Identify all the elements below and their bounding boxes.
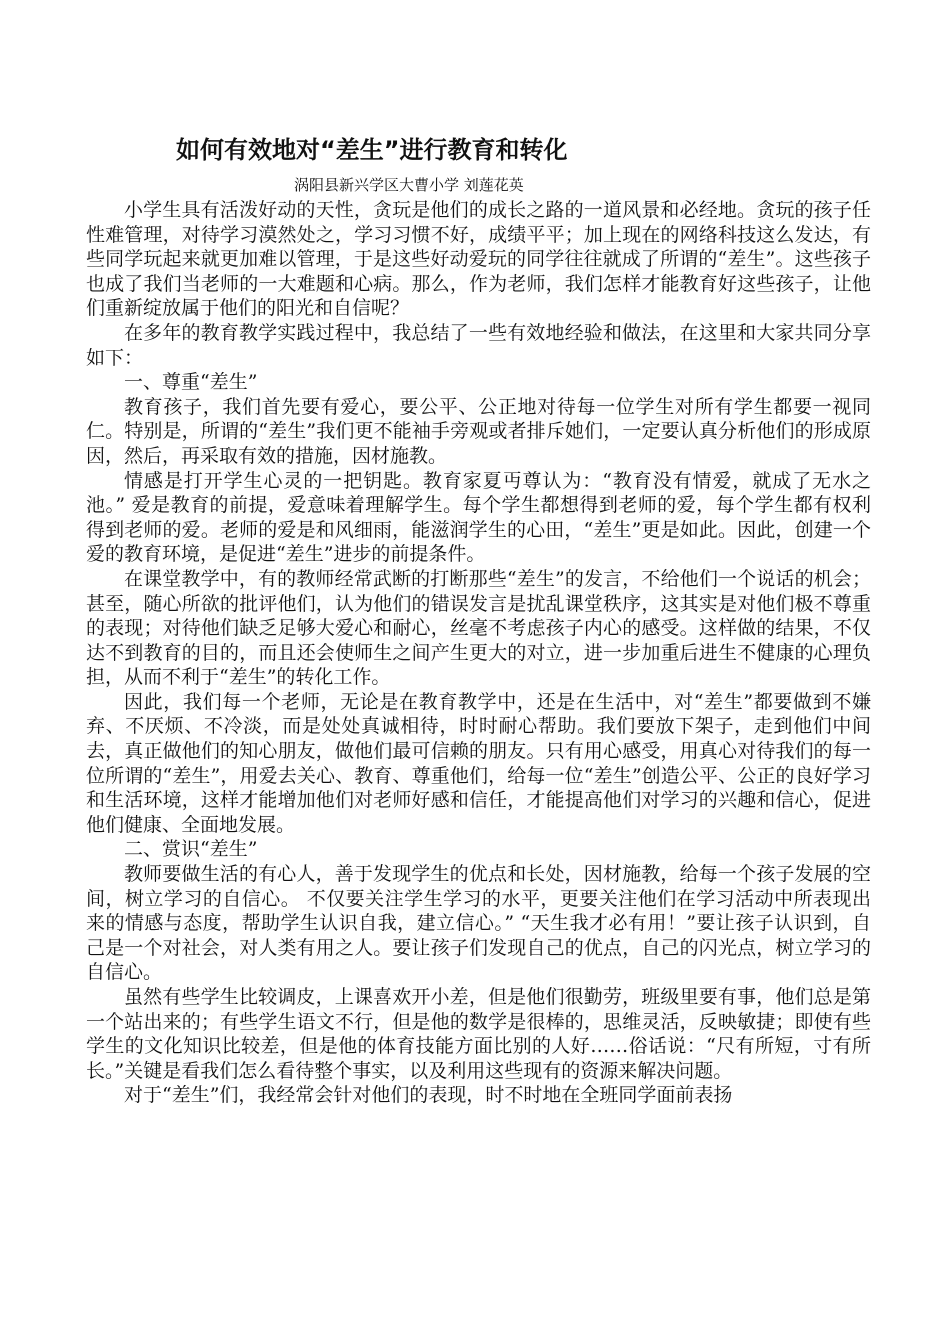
document-page bbox=[86, 128, 871, 1108]
author-byline: 涡阳县新兴学区大曹小学 刘莲花英 bbox=[294, 176, 524, 194]
paragraph: 在多年的教育教学实践过程中，我总结了一些有效地经验和做法，在这里和大家共同分享如下： bbox=[86, 321, 871, 369]
paragraph: 虽然有些学生比较调皮，上课喜欢开小差，但是他们很勤劳，班级里要有事，他们总是第一个站出来的；有些学生语文不行，但是他的数学是很棒的，思维灵活，反映敏捷；即使有些学生的文化知识比较差，但是他的体育技能方面比别的人好……俗话说：“尺有所短，寸有所长。”关键是看我们怎么看待整个事实，以及利用这些现有的资源来解决问题。 bbox=[86, 986, 871, 1082]
paragraph: 情感是打开学生心灵的一把钥匙。教育家夏丏尊认为：“教育没有情爱，就成了无水之池。” 爱是教育的前提，爱意味着理解学生。每个学生都想得到老师的爱，每个学生都有权利得到老师的爱。老师的爱是和风细雨，能滋润学生的心田，“差生”更是如此。因此，创建一个爱的教育环境，是促进“差生”进步的前提条件。 bbox=[86, 469, 871, 566]
document-title: 如何有效地对“差生”进行教育和转化 bbox=[176, 136, 568, 164]
paragraph: 教师要做生活的有心人，善于发现学生的优点和长处，因材施教，给每一个孩子发展的空间，树立学习的自信心。 不仅要关注学生学习的水平，更要关注他们在学习活动中所表现出来的情感与态度，帮助学生认识自我，建立信心。” “天生我才必有用！”要让孩子认识到，自己是一个对社会，对人类有用之人。要让孩子们发现自己的优点，自己的闪光点，树立学习的自信心。 bbox=[86, 863, 871, 984]
section-heading: 二、赏识“差生” bbox=[124, 838, 258, 861]
paragraph: 在课堂教学中，有的教师经常武断的打断那些“差生”的发言，不给他们一个说话的机会；甚至，随心所欲的批评他们，认为他们的错误发言是扰乱课堂秩序，这其实是对他们极不尊重的表现；对待他们缺乏足够大爱心和耐心，丝毫不考虑孩子内心的感受。这样做的结果，不仅达不到教育的目的，而且还会使师生之间产生更大的对立，进一步加重后进生不健康的心理负担，从而不利于“差生”的转化工作。 bbox=[86, 567, 871, 689]
section-heading: 一、尊重“差生” bbox=[124, 371, 258, 394]
paragraph: 教育孩子，我们首先要有爱心，要公平、公正地对待每一位学生对所有学生都要一视同仁。特别是，所谓的“差生”我们更不能袖手旁观或者排斥她们，一定要认真分析他们的形成原因，然后，再采取有效的措施，因材施教。 bbox=[86, 395, 871, 467]
paragraph: 因此，我们每一个老师，无论是在教育教学中，还是在生活中，对“差生”都要做到不嫌弃、不厌烦、不冷淡，而是处处真诚相待，时时耐心帮助。我们要放下架子，走到他们中间去，真正做他们的知心朋友，做他们最可信赖的朋友。只有用心感受，用真心对待我们的每一位所谓的“差生”，用爱去关心、教育、尊重他们，给每一位“差生”创造公平、公正的良好学习和生活环境，这样才能增加他们对老师好感和信任，才能提高他们对学习的兴趣和信心，促进他们健康、全面地发展。 bbox=[86, 690, 871, 836]
document-body bbox=[86, 198, 871, 1108]
paragraph: 对于“差生”们，我经常会针对他们的表现，时不时地在全班同学面前表扬 bbox=[124, 1084, 733, 1107]
paragraph: 小学生具有活泼好动的天性，贪玩是他们的成长之路的一道风景和必经地。贪玩的孩子任性难管理，对待学习漠然处之，学习习惯不好，成绩平平；加上现在的网络科技这么发达，有些同学玩起来就更加难以管理，于是这些好动爱玩的同学往往就成了所谓的“差生”。这些孩子也成了我们当老师的一大难题和心病。那么，作为老师，我们怎样才能教育好这些孩子，让他们重新绽放属于他们的阳光和自信呢？ bbox=[86, 199, 871, 320]
